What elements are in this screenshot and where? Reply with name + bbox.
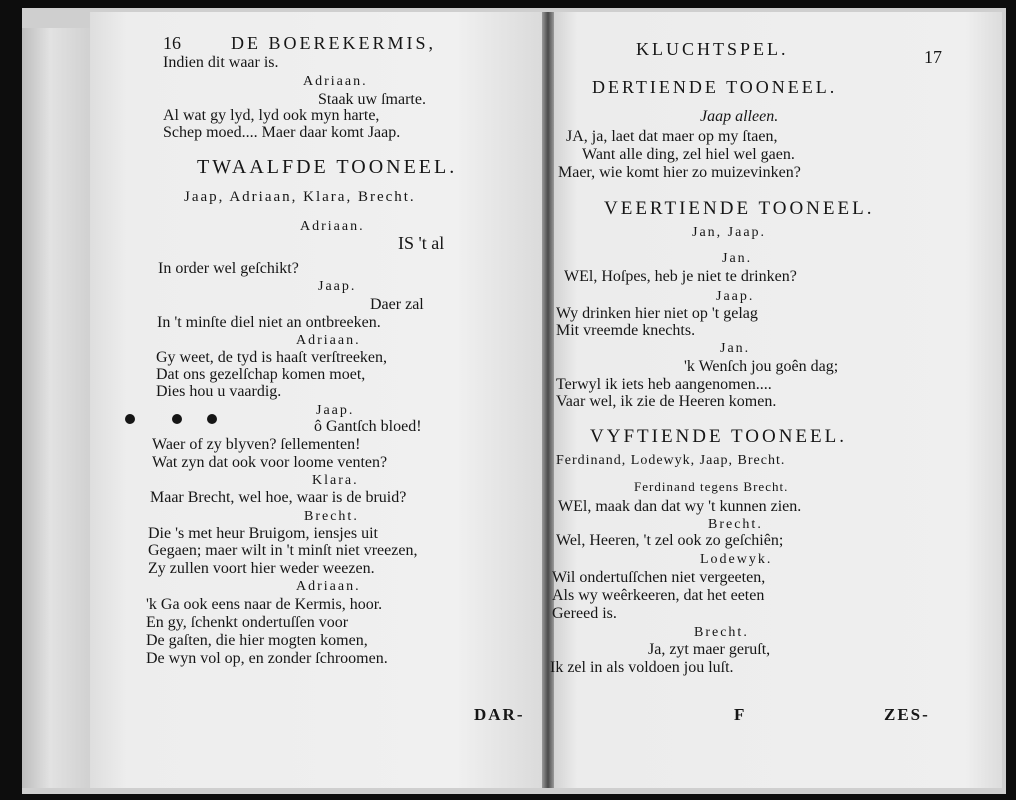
speaker-label: Adriaan. bbox=[300, 219, 365, 234]
speaker-label: Jaap. bbox=[716, 289, 755, 304]
text-line: Vaar wel, ik zie de Heeren komen. bbox=[556, 393, 777, 410]
page-number-right: 17 bbox=[924, 47, 942, 67]
text-line: JA, ja, laet dat maer op my ſtaen, bbox=[566, 128, 778, 145]
text-line: IS 't al bbox=[398, 233, 445, 253]
text-line: Daer zal bbox=[370, 296, 424, 313]
stage-direction: Ferdinand tegens Brecht. bbox=[634, 479, 789, 494]
text-line: 'k Ga ook eens naar de Kermis, hoor. bbox=[146, 596, 383, 613]
text-line: Schep moed.... Maer daar komt Jaap. bbox=[163, 124, 401, 141]
text-line: De gaſten, die hier mogten komen, bbox=[146, 632, 368, 649]
text-line: Mit vreemde knechts. bbox=[556, 322, 696, 339]
signature-mark: F bbox=[734, 705, 747, 724]
scene-heading: DERTIENDE TOONEEL. bbox=[592, 77, 838, 97]
speaker-label: Lodewyk. bbox=[700, 552, 773, 567]
text-line: Indien dit waar is. bbox=[163, 54, 279, 71]
text-line: Gy weet, de tyd is haaſt verſtreeken, bbox=[156, 349, 388, 366]
text-line: Zy zullen voort hier weder weezen. bbox=[148, 560, 375, 577]
text-line: Waer of zy blyven? ſellementen! bbox=[152, 436, 361, 453]
text-line: Maer, wie komt hier zo muizevinken? bbox=[558, 164, 801, 181]
speaker-label: Brecht. bbox=[694, 625, 749, 640]
bleed-through bbox=[560, 110, 564, 126]
text-line: In 't minſte diel niet an ontbreeken. bbox=[157, 314, 381, 331]
text-line: Terwyl ik iets heb aangenomen.... bbox=[556, 376, 772, 393]
text-line: Maar Brecht, wel hoe, waar is de bruid? bbox=[150, 489, 407, 506]
speaker-label: Brecht. bbox=[708, 517, 763, 532]
text-line: Gegaen; maer wilt in 't minſt niet vreezen, bbox=[148, 542, 418, 559]
catchword-right: ZES- bbox=[884, 705, 930, 724]
text-line: Als wy weêrkeeren, dat het eeten bbox=[552, 587, 765, 604]
speaker-label: Adriaan. bbox=[303, 74, 368, 89]
scene-heading: TWAALFDE TOONEEL. bbox=[197, 156, 458, 178]
text-line: Gereed is. bbox=[552, 605, 617, 622]
cast-list: Jan, Jaap. bbox=[692, 225, 767, 240]
speaker-label: Jan. bbox=[720, 341, 751, 356]
text-line: Wil ondertuſſchen niet vergeeten, bbox=[552, 569, 766, 586]
speaker-label: Jaap. bbox=[318, 279, 357, 294]
text-line: Wat zyn dat ook voor loome venten? bbox=[152, 454, 388, 471]
text-line: In order wel geſchikt? bbox=[158, 260, 299, 277]
text-line: Dat ons gezelſchap komen moet, bbox=[156, 366, 366, 383]
text-line: Staak uw ſmarte. bbox=[318, 91, 426, 108]
cast-list: Ferdinand, Lodewyk, Jaap, Brecht. bbox=[556, 453, 786, 468]
text-line: Dies hou u vaardig. bbox=[156, 383, 282, 400]
page-stack-edge bbox=[22, 28, 92, 788]
speaker-label: Adriaan. bbox=[296, 333, 361, 348]
binding-hole bbox=[172, 414, 182, 424]
text-line: Ik zel in als voldoen jou luſt. bbox=[550, 659, 734, 676]
speaker-label: Brecht. bbox=[304, 509, 359, 524]
text-line: WEl, Hoſpes, heb je niet te drinken? bbox=[564, 268, 797, 285]
speaker-label: Jan. bbox=[722, 251, 753, 266]
catchword-left: DAR- bbox=[474, 705, 525, 724]
text-line: Want alle ding, zel hiel wel gaen. bbox=[582, 146, 795, 163]
text-line: Wy drinken hier niet op 't gelag bbox=[556, 305, 758, 322]
cast-list: Jaap, Adriaan, Klara, Brecht. bbox=[184, 189, 416, 205]
text-line: De wyn vol op, en zonder ſchroomen. bbox=[146, 650, 388, 667]
scene-heading: VEERTIENDE TOONEEL. bbox=[604, 198, 875, 219]
text-line: ô Gantſch bloed! bbox=[314, 418, 422, 435]
speaker-label: Klara. bbox=[312, 473, 359, 488]
text-line: Ja, zyt maer geruſt, bbox=[648, 641, 771, 658]
binding-hole bbox=[125, 414, 135, 424]
stage-direction: Jaap alleen. bbox=[700, 108, 779, 125]
text-line: Al wat gy lyd, lyd ook myn harte, bbox=[163, 107, 380, 124]
text-line: WEl, maak dan dat wy 't kunnen zien. bbox=[558, 498, 802, 515]
scene-heading: VYFTIENDE TOONEEL. bbox=[590, 426, 847, 447]
speaker-label: Jaap. bbox=[316, 403, 355, 418]
page-number-left: 16 bbox=[163, 33, 181, 53]
text-line: Wel, Heeren, 't zel ook zo geſchiên; bbox=[556, 532, 784, 549]
text-line: En gy, ſchenkt ondertuſſen voor bbox=[146, 614, 349, 631]
text-line: Die 's met heur Bruigom, iensjes uit bbox=[148, 525, 378, 542]
speaker-label: Adriaan. bbox=[296, 579, 361, 594]
running-head-left: DE BOEREKERMIS, bbox=[231, 33, 437, 53]
text-line: 'k Wenſch jou goên dag; bbox=[684, 358, 839, 375]
running-head-right: KLUCHTSPEL. bbox=[636, 39, 789, 59]
binding-hole bbox=[207, 414, 217, 424]
